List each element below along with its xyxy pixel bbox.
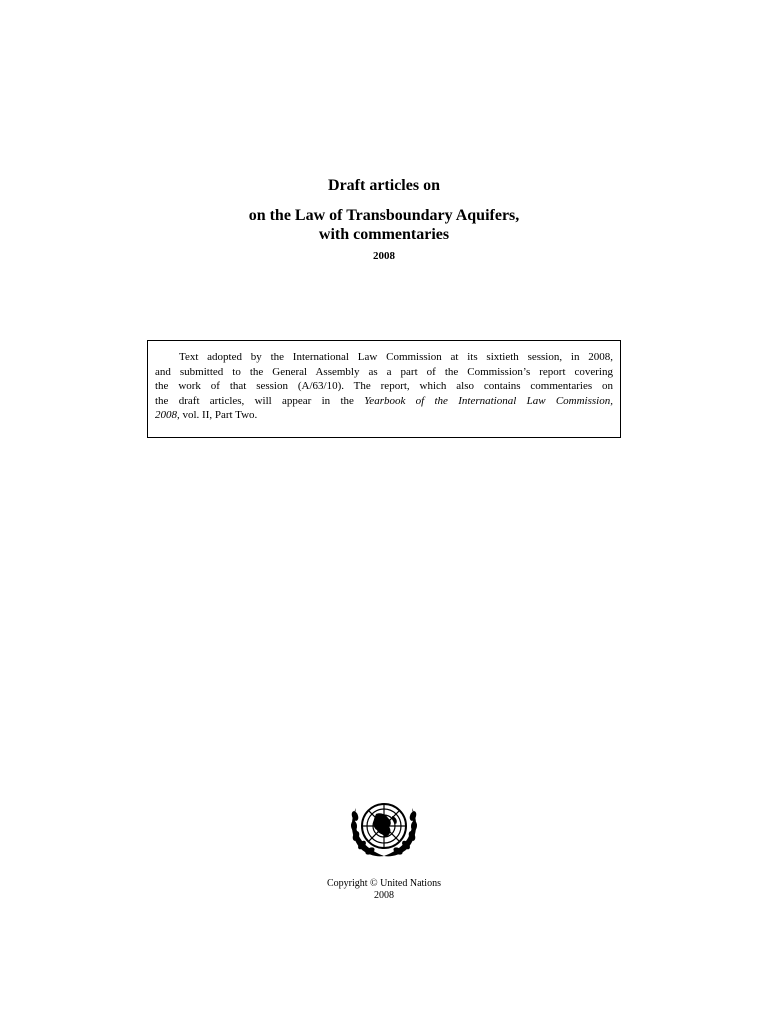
title-year: 2008 (373, 250, 395, 262)
notice-line-3: the work of that session (A/63/10). The report, which also contains commentaries on (155, 380, 613, 392)
title-line-1: Draft articles on (328, 177, 440, 194)
notice-line-2: and submitted to the General Assembly as a part of the Commission’s report covering (155, 365, 613, 378)
notice-line-1: Text adopted by the International Law Commission at its sixtieth session, in 2008, (179, 351, 613, 363)
copyright-year: 2008 (374, 890, 394, 901)
copyright-text: Copyright © United Nations (327, 878, 441, 889)
copyright-footer (0, 878, 768, 902)
un-emblem-icon (348, 796, 420, 858)
adoption-notice-box (147, 340, 621, 438)
yearbook-year: 2008 (155, 409, 177, 421)
notice-line-5-text: , vol. II, Part Two. (177, 409, 258, 421)
yearbook-title: Yearbook of the International Law Commission, (364, 394, 613, 407)
notice-line-5 (155, 408, 613, 423)
title-line-3: with commentaries (318, 226, 450, 243)
notice-line-4-text: the draft articles, will appear in the (155, 394, 365, 407)
title-line-2: on the Law of Transboundary Aquifers, (248, 207, 520, 224)
notice-line-4 (155, 394, 613, 409)
